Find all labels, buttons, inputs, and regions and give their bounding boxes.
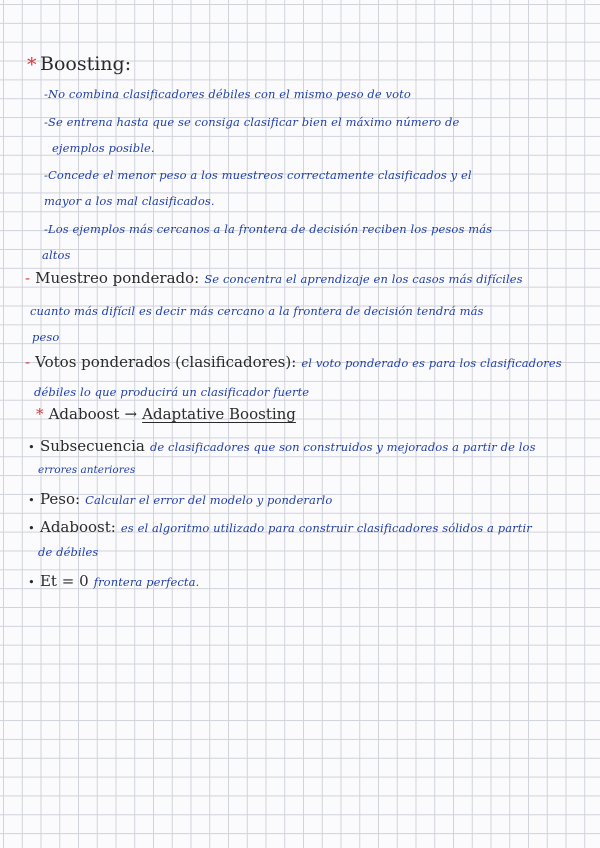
votos-text-2: débiles lo que producirá un clasificador fuerte: [34, 385, 310, 399]
adaboost-bullet-3: [28, 517, 532, 536]
boosting-item-4: -Los ejemplos más cercanos a la frontera de decisión reciben los pesos más: [44, 222, 493, 236]
arrow-icon: →: [124, 405, 138, 423]
bullet-label: Peso:: [39, 490, 81, 508]
adaboost-bullet-1: [28, 436, 536, 455]
adaboost-title: Adaboost: [48, 405, 120, 423]
bullet-text: Calcular el error del modelo y ponderarlo: [85, 493, 333, 507]
boosting-item-3: -Concede el menor peso a los muestreos correctamente clasificados y el: [44, 168, 472, 182]
votos-line-1: [25, 352, 562, 371]
bullet-label: Et = 0: [39, 572, 89, 590]
bullet-dot-icon: •: [28, 493, 35, 507]
votos-text-1: el voto ponderado es para los clasificadores: [301, 356, 562, 370]
boosting-item-3-cont: mayor a los mal clasificados.: [44, 194, 215, 208]
adaboost-bullet-4: [28, 571, 199, 590]
boosting-item-1: -No combina clasificadores débiles con el mismo peso de voto: [44, 87, 411, 101]
bullet-dot-icon: •: [28, 575, 35, 589]
bullet-label: Adaboost:: [39, 518, 116, 536]
bullet-label: Subsecuencia: [39, 437, 145, 455]
bullet-text: de clasificadores que son construidos y mejorados a partir de los: [149, 440, 536, 454]
bullet-text: es el algoritmo utilizado para construir clasificadores sólidos a partir: [120, 521, 532, 535]
votos-label: Votos ponderados (clasificadores):: [35, 353, 297, 371]
boosting-item-2-cont: ejemplos posible.: [52, 141, 155, 155]
boosting-item-4-cont: altos: [42, 248, 71, 262]
adaboost-asterisk: *: [36, 405, 44, 423]
bullet-dot-icon: •: [28, 440, 35, 454]
adaboost-subtitle: Adaptative Boosting: [142, 405, 296, 423]
boosting-asterisk: *: [27, 54, 37, 76]
muestreo-text-1: Se concentra el aprendizaje en los casos más difíciles: [204, 272, 523, 286]
adaboost-heading: [36, 404, 296, 423]
muestreo-line-1: [25, 268, 523, 287]
votos-dash: -: [25, 353, 31, 371]
boosting-title: Boosting:: [40, 53, 132, 75]
adaboost-bullet-1-cont: errores anteriores: [38, 464, 136, 476]
adaboost-bullet-3-cont: de débiles: [38, 545, 99, 559]
muestreo-dash: -: [25, 269, 31, 287]
adaboost-bullet-2: [28, 489, 332, 508]
muestreo-text-2: cuanto más difícil es decir más cercano a la frontera de decisión tendrá más: [30, 304, 484, 318]
muestreo-label: Muestreo ponderado:: [35, 269, 200, 287]
boosting-item-2: -Se entrena hasta que se consiga clasificar bien el máximo número de: [44, 115, 460, 129]
bullet-text: frontera perfecta.: [93, 575, 200, 589]
muestreo-text-3: peso: [32, 330, 60, 344]
bullet-dot-icon: •: [28, 521, 35, 535]
